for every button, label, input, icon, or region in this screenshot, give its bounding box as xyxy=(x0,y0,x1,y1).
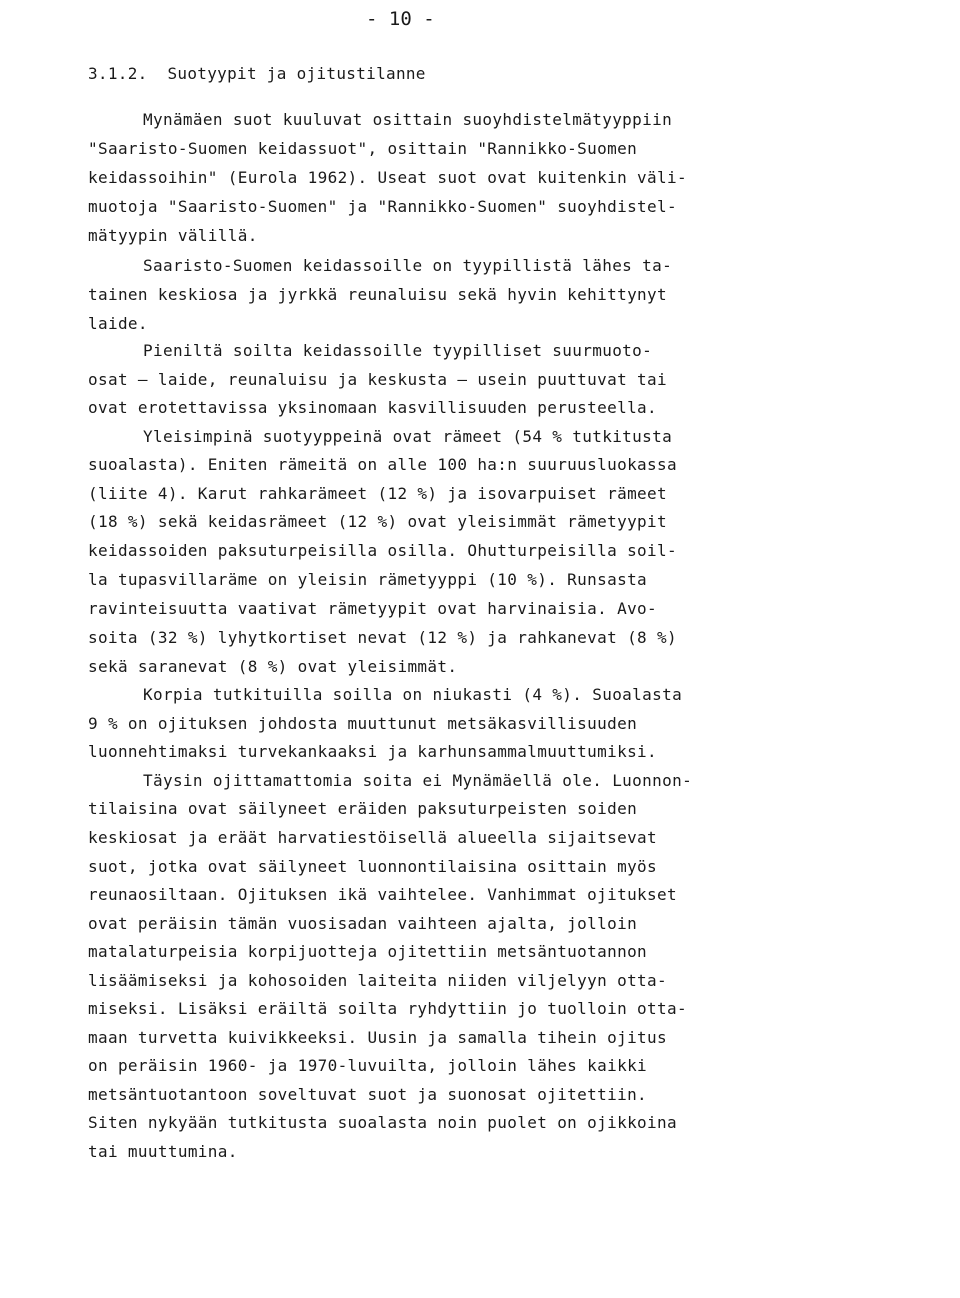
text-line: metsäntuotantoon soveltuvat suot ja suonosat ojitettiin. xyxy=(88,1085,648,1104)
text-line: soita (32 %) lyhytkortiset nevat (12 %) ja rahkanevat (8 %) xyxy=(88,628,677,647)
text-line: Yleisimpinä suotyyppeinä ovat rämeet (54 % tutkitusta xyxy=(143,427,673,446)
text-line: keidassoihin" (Eurola 1962). Useat suot ovat kuitenkin väli- xyxy=(88,168,687,187)
text-line: Täysin ojittamattomia soita ei Mynämäellä ole. Luonnon- xyxy=(143,771,693,790)
text-line: matalaturpeisia korpijuotteja ojitettiin metsäntuotannon xyxy=(88,942,648,961)
text-line: Korpia tutkituilla soilla on niukasti (4 %). Suoalasta xyxy=(143,685,683,704)
text-line: tilaisina ovat säilyneet eräiden paksuturpeisten soiden xyxy=(88,799,638,818)
text-line: muotoja "Saaristo-Suomen" ja "Rannikko-Suomen" suoyhdistel- xyxy=(88,197,677,216)
text-line: osat — laide, reunaluisu ja keskusta — usein puuttuvat tai xyxy=(88,370,668,389)
text-line: tainen keskiosa ja jyrkkä reunaluisu sekä hyvin kehittynyt xyxy=(88,285,668,304)
text-line: laide. xyxy=(88,314,148,333)
text-line: Pieniltä soilta keidassoille tyypilliset suurmuoto- xyxy=(143,341,653,360)
text-line: la tupasvillaräme on yleisin rämetyyppi (10 %). Runsasta xyxy=(88,570,648,589)
text-line: Saaristo-Suomen keidassoille on tyypillistä lähes ta- xyxy=(143,256,673,275)
section-number: 3.1.2. xyxy=(88,64,148,83)
text-line: ovat peräisin tämän vuosisadan vaihteen ajalta, jolloin xyxy=(88,914,638,933)
text-line: mätyypin välillä. xyxy=(88,226,258,245)
text-line: reunaosiltaan. Ojituksen ikä vaihtelee. Vanhimmat ojitukset xyxy=(88,885,677,904)
text-line: keskiosat ja eräät harvatiestöisellä alueella sijaitsevat xyxy=(88,828,658,847)
text-line: sekä saranevat (8 %) ovat yleisimmät. xyxy=(88,657,458,676)
text-line: "Saaristo-Suomen keidassuot", osittain "Rannikko-Suomen xyxy=(88,139,638,158)
page-number: - 10 - xyxy=(366,8,435,30)
text-line: suot, jotka ovat säilyneet luonnontilaisina osittain myös xyxy=(88,857,658,876)
section-heading xyxy=(88,64,426,83)
text-line: tai muuttumina. xyxy=(88,1142,238,1161)
text-line: lisäämiseksi ja kohosoiden laiteita niiden viljelyyn otta- xyxy=(88,971,668,990)
text-line: maan turvetta kuivikkeeksi. Uusin ja samalla tihein ojitus xyxy=(88,1028,668,1047)
text-line: (18 %) sekä keidasrämeet (12 %) ovat yleisimmät rämetyypit xyxy=(88,512,668,531)
text-line: miseksi. Lisäksi eräiltä soilta ryhdyttiin jo tuolloin otta- xyxy=(88,999,687,1018)
text-line: (liite 4). Karut rahkarämeet (12 %) ja isovarpuiset rämeet xyxy=(88,484,668,503)
text-line: Siten nykyään tutkitusta suoalasta noin puolet on ojikkoina xyxy=(88,1113,677,1132)
section-title: Suotyypit ja ojitustilanne xyxy=(167,64,426,83)
text-line: luonnehtimaksi turvekankaaksi ja karhunsammalmuuttumiksi. xyxy=(88,742,658,761)
text-line: keidassoiden paksuturpeisilla osilla. Ohutturpeisilla soil- xyxy=(88,541,677,560)
text-line: suoalasta). Eniten rämeitä on alle 100 ha:n suuruusluokassa xyxy=(88,455,677,474)
text-line: on peräisin 1960- ja 1970-luvuilta, jolloin lähes kaikki xyxy=(88,1056,648,1075)
text-line: 9 % on ojituksen johdosta muuttunut metsäkasvillisuuden xyxy=(88,714,638,733)
text-line: ovat erotettavissa yksinomaan kasvillisuuden perusteella. xyxy=(88,398,658,417)
text-line: ravinteisuutta vaativat rämetyypit ovat harvinaisia. Avo- xyxy=(88,599,658,618)
text-line: Mynämäen suot kuuluvat osittain suoyhdistelmätyyppiin xyxy=(143,110,673,129)
